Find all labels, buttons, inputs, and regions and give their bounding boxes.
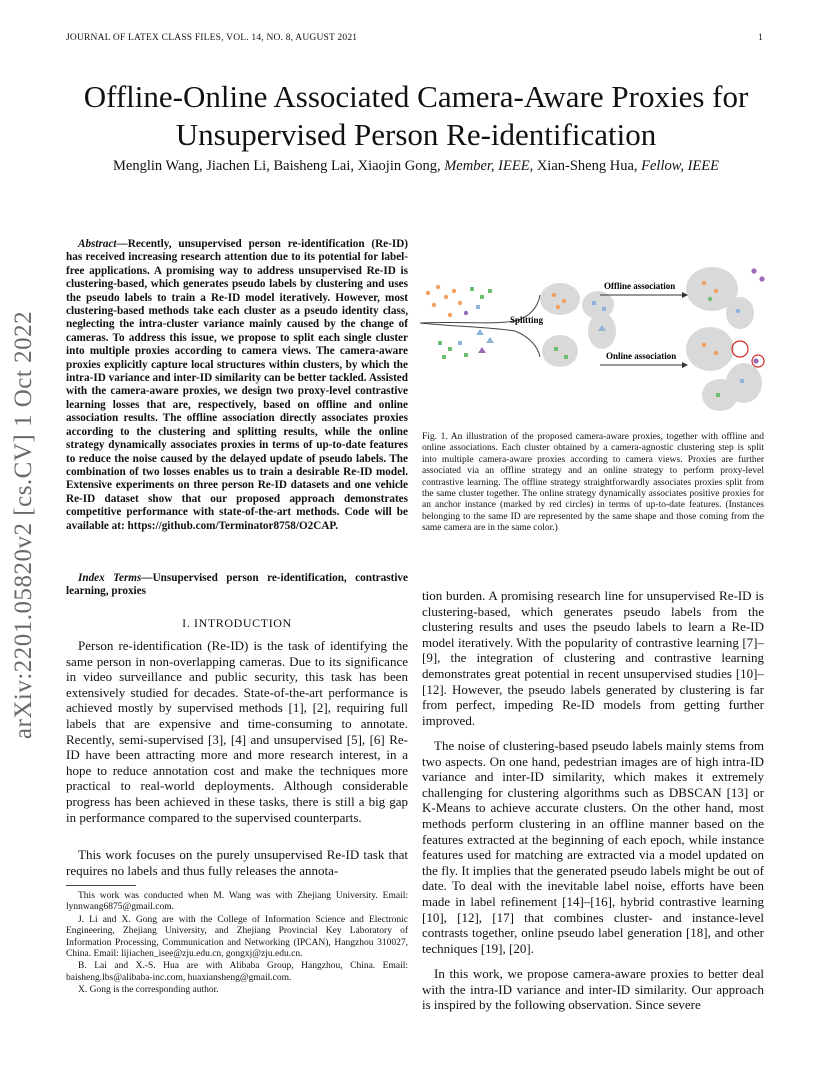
intro-paragraph-2: This work focuses on the purely unsupervised Re-ID task that requires no labels and thus fully releases the annota-	[66, 847, 408, 878]
figure-split-lines	[420, 295, 540, 357]
figure-dot-cloud	[426, 285, 494, 359]
paper-title: Offline-Online Associated Camera-Aware Proxies for Unsupervised Person Re-identification	[83, 79, 749, 152]
right-paragraph-3: In this work, we propose camera-aware proxies to better deal with the intra-ID variance and inter-ID similarity. Our approach is inspired by the following observation. Since severe	[422, 966, 764, 1013]
figure-anchor-markers	[732, 341, 764, 367]
footnote-1: This work was conducted when M. Wang was with Zhejiang University. Email: lynnwang6875@gmail.com.	[66, 891, 408, 913]
figure-1-caption: Fig. 1. An illustration of the proposed camera-aware proxies, together with offline and online associations. Each cluster obtained by a camera-agnostic clustering step is split into multiple camera-aware proxies according to camera views. Proxies are further associated via an offline strategy and an online strategy to perform proxy-level contrastive learning. The offline strategy straightforwardly associates proxies split from the same cluster together. The online strategy dynamically associates positive proxies for an anchor instance (marked by red circles) in terms of up-to-date features. (Instances belonging to the same ID are represented by the same shape and those coming from the same camera are in the same color.)	[422, 432, 764, 534]
author-role-fellow: Fellow, IEEE	[641, 158, 719, 174]
footnote-3: B. Lai and X.-S. Hua are with Alibaba Group, Hangzhou, China. Email: baisheng.lbs@alibaba-inc.com, huaxiansheng@gmail.com.	[66, 961, 408, 983]
section-heading-introduction: I. INTRODUCTION	[182, 616, 292, 630]
footnotes	[66, 891, 408, 998]
authors-part2: , Xian-Sheng Hua,	[529, 158, 642, 174]
arxiv-identifier: arXiv:2201.05820v2 [cs.CV] 1 Oct 2022	[10, 310, 37, 740]
footnote-4: X. Gong is the corresponding author.	[78, 985, 219, 996]
right-paragraph-2: The noise of clustering-based pseudo labels mainly stems from two aspects. On one hand, pedestrian images are of high intra-ID variance and inter-ID similarity, which makes it extremely challenging for clustering algorithms such as DBSCAN [13] or K-Means to achieve accurate clusters. On the other hand, most methods perform clustering in an offline manner based on the features extracted at the beginning of each epoch, while instance features used for matching are extracted via a model updated on the fly. It implies that the generated pseudo labels might be out of date. To deal with the inevitable label noise, efforts have been made in label refinement [14]–[16], hybrid contrastive learning [10], [12], [17] that combines cluster- and instance-level contrasts together, online pseudo label generation [18], and other techniques [19], [20].	[422, 738, 764, 956]
intro-paragraph-1: Person re-identification (Re-ID) is the task of identifying the same person in non-overlapping cameras. Due to its significance in video surveillance and public security, this task has been extensively studied for decades. State-of-the-art performance is achieved mostly by supervised methods [1], [2], requiring full labels that are expensive and time-consuming to annotate. Recently, semi-supervised [3], [4] and unsupervised [5], [6] Re-ID have been attracting more and more research interest, in a hope to reduce annotation cost and make the techniques more practical to real-world deployments. Although considerable progress has been achieved in these tasks, there is still a big gap in performance compared to the supervised counterparts.	[66, 638, 408, 825]
index-terms-text: —Unsupervised person re-identification, contrastive learning, proxies	[66, 572, 408, 598]
figure-label-offline: Offline association	[604, 281, 676, 291]
author-list	[60, 158, 772, 175]
figure-arrowhead-online	[682, 362, 688, 368]
authors-part1: Menglin Wang, Jiachen Li, Baisheng Lai, Xiaojin Gong,	[113, 158, 445, 174]
abstract-label: Abstract	[78, 238, 117, 250]
index-terms-label: Index Terms	[78, 572, 142, 584]
figure-label-splitting: Splitting	[510, 315, 544, 325]
abstract	[66, 238, 408, 533]
index-terms	[66, 572, 408, 599]
author-role-member: Member, IEEE	[444, 158, 530, 174]
footnote-rule	[66, 885, 136, 886]
figure-label-online: Online association	[606, 351, 677, 361]
page-number: 1	[758, 33, 763, 43]
abstract-text: —Recently, unsupervised person re-identification (Re-ID) has received increasing research attention due to its potential for label-free applications. A promising way to address unsupervised Re-ID is clustering-based, which generates pseudo labels by clustering and uses the pseudo labels to train a Re-ID model iteratively. However, most clustering-based methods take each cluster as a pseudo identity class, neglecting the intra-cluster variance mainly caused by the change of cameras. To address this issue, we propose to split each single cluster into multiple proxies according to camera views. The camera-aware proxies explicitly capture local structures within clusters, by which the intra-ID variance and inter-ID similarity can be better tackled. Assisted with the camera-aware proxies, we design two proxy-level contrastive learning losses that are, respectively, based on offline and online association results. The offline association directly associates proxies according to the clustering and splitting results, while the online strategy dynamically associates proxies in terms of up-to-date features to reduce the noise caused by the delayed update of pseudo labels. The combination of two losses enables us to train a desirable Re-ID model. Extensive experiments on three person Re-ID datasets and one vehicle Re-ID dataset show that our proposed approach demonstrates competitive performance with state-of-the-art methods. Code will be available at: https://github.com/Terminator8758/O2CAP.	[66, 238, 408, 532]
right-paragraph-1: tion burden. A promising research line for unsupervised Re-ID is clustering-based, which generates pseudo labels from the clustering results and uses the pseudo labels to learn a Re-ID model iteratively. With the popularity of contrastive learning [7]–[9], the integration of clustering and contrastive learning demonstrates great potential in recent unsupervised studies [10]–[12]. However, the pseudo labels generated by clustering is far from perfect, impeding Re-ID models from getting further improved.	[422, 588, 764, 728]
figure-1-illustration	[420, 265, 772, 425]
footnote-2: J. Li and X. Gong are with the College of Information Science and Electronic Engineering, Zhejiang University, and Zhejiang Provincial Key Laboratory of Information Processing, Communication and Networking (IPCAN), Hangzhou 310027, China. Email: lijiachen_isee@zju.edu.cn, gongxj@zju.edu.cn.	[66, 914, 408, 960]
running-header: JOURNAL OF LATEX CLASS FILES, VOL. 14, NO. 8, AUGUST 2021	[66, 33, 358, 43]
arxiv-side-stamp	[2, 290, 46, 760]
